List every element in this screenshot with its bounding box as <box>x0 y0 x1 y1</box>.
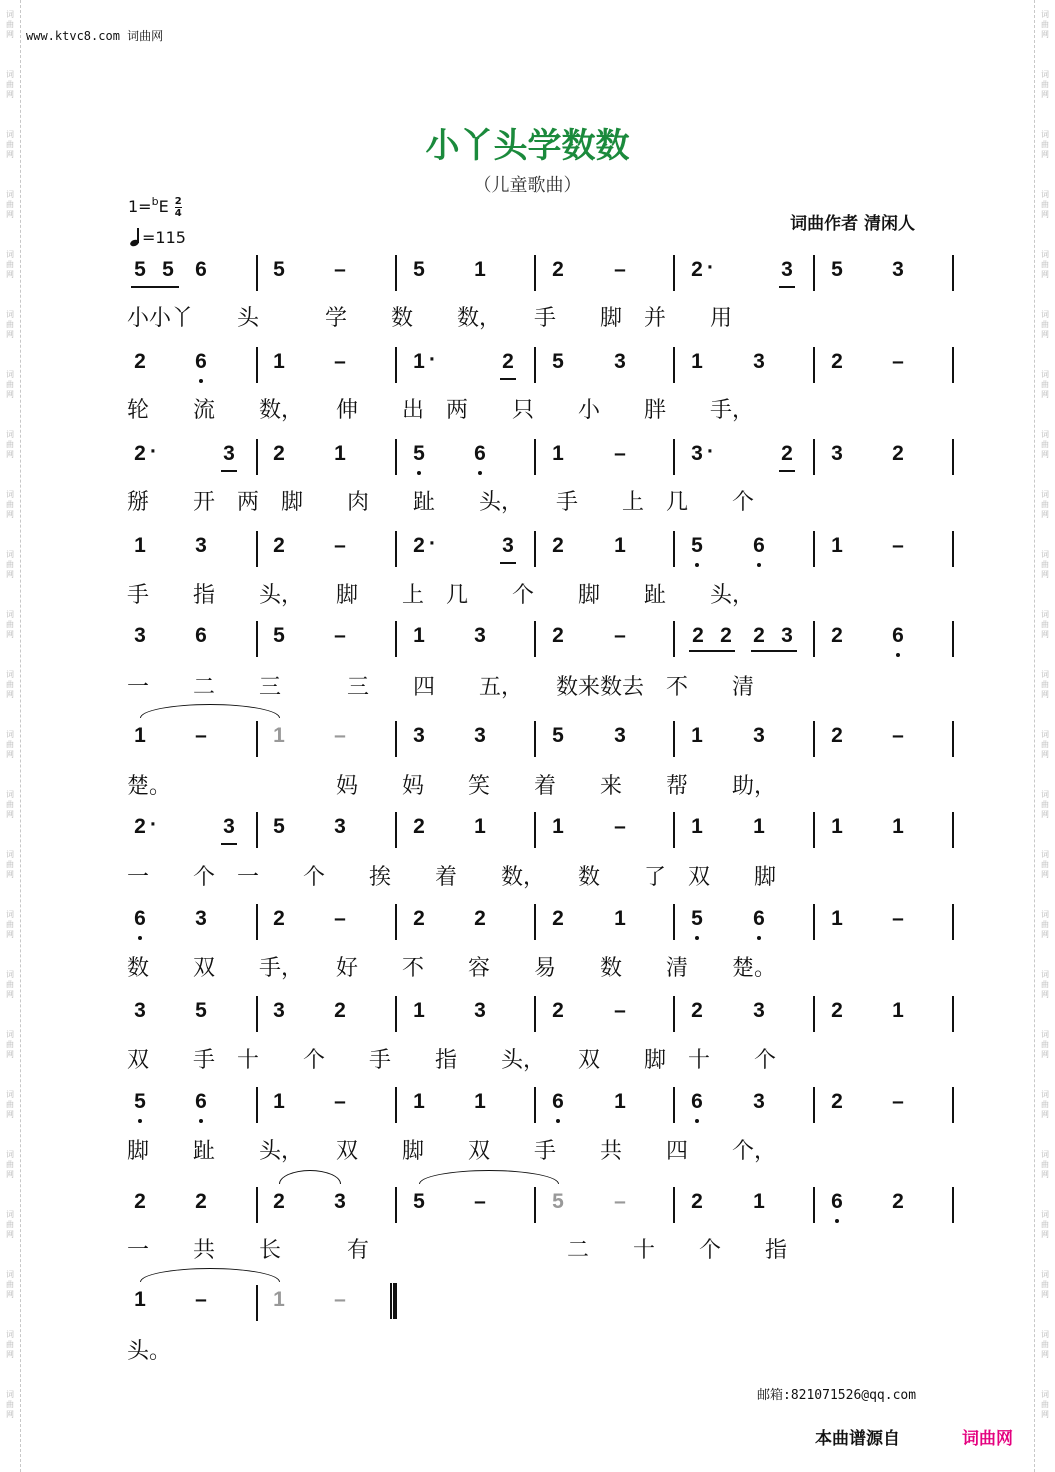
barline <box>534 812 536 848</box>
barline <box>813 996 815 1032</box>
note: 1 <box>474 815 486 838</box>
final-barline <box>390 1283 397 1319</box>
note: 2 <box>552 907 564 930</box>
note: 2 <box>831 999 843 1022</box>
note: 1 <box>273 1090 285 1113</box>
note: 1 <box>892 815 904 838</box>
barline <box>813 255 815 291</box>
beam <box>221 843 237 845</box>
tie <box>140 704 280 718</box>
barline <box>395 721 397 757</box>
note: – <box>614 258 626 281</box>
margin-watermark: 词 曲 网 <box>6 10 14 39</box>
barline <box>256 255 258 291</box>
note: 6 <box>465 442 495 466</box>
note: – <box>334 1288 346 1311</box>
barline <box>673 996 675 1032</box>
note: – <box>892 350 904 373</box>
song-title: 小丫头学数数 <box>425 126 630 166</box>
note: 5 <box>273 258 285 281</box>
margin-watermark: 词 曲 网 <box>6 670 14 699</box>
barline <box>952 621 954 657</box>
barline <box>813 1087 815 1123</box>
note: 3 <box>223 815 235 838</box>
beam <box>779 286 795 288</box>
beam <box>500 378 516 380</box>
lyric-line: 一 个 一 个 挨 着 数， 数 了 双 脚 <box>127 865 777 890</box>
note: 2 <box>892 1190 904 1213</box>
barline <box>813 531 815 567</box>
barline <box>673 531 675 567</box>
margin-watermark: 词 曲 网 <box>1041 1270 1049 1299</box>
note: 1 <box>134 1288 146 1311</box>
note: – <box>334 350 346 373</box>
barline <box>952 1187 954 1223</box>
note: 5 <box>273 624 285 647</box>
barline <box>813 1187 815 1223</box>
note: 2 <box>691 999 703 1022</box>
note: 5 <box>682 907 712 931</box>
note: 2 <box>831 624 843 647</box>
note: 6 <box>883 624 913 648</box>
note: 2 <box>831 724 843 747</box>
song-subtitle: （儿童歌曲） <box>473 175 582 196</box>
barline <box>673 721 675 757</box>
note: – <box>614 442 626 465</box>
note: 3 <box>892 258 904 281</box>
note: 1 <box>134 534 146 557</box>
note: – <box>892 724 904 747</box>
margin-watermark: 词 曲 网 <box>1041 1210 1049 1239</box>
note: 1 <box>413 999 425 1022</box>
note: 2 <box>273 907 285 930</box>
margin-watermark: 词 曲 网 <box>6 1330 14 1359</box>
note: 3 <box>223 442 235 465</box>
source-brand-link[interactable]: 词曲网 <box>962 1429 1013 1449</box>
note: 6 <box>125 907 155 931</box>
tie <box>279 1170 341 1184</box>
lyric-line: 掰 开 两 脚 肉 趾 头， 手 上 几 个 <box>127 490 755 515</box>
note: – <box>195 724 207 747</box>
barline <box>952 531 954 567</box>
margin-watermark: 词 曲 网 <box>6 1150 14 1179</box>
barline <box>534 439 536 475</box>
note: 5 <box>831 258 843 281</box>
site-header[interactable]: www.ktvc8.com 词曲网 <box>26 29 164 43</box>
lyric-line: 双 手 十 个 手 指 头， 双 脚 十 个 <box>127 1048 777 1073</box>
note: 2 · <box>125 815 155 839</box>
note: 3 <box>334 815 346 838</box>
note: 6 <box>682 1090 712 1114</box>
note: 2 <box>273 442 285 465</box>
tempo-value: =115 <box>142 228 186 247</box>
margin-watermark: 词 曲 网 <box>6 610 14 639</box>
note: 1 <box>614 534 626 557</box>
barline <box>256 531 258 567</box>
barline <box>534 996 536 1032</box>
margin-watermark: 词 曲 网 <box>1041 70 1049 99</box>
note: 3 <box>502 534 514 557</box>
margin-watermark: 词 曲 网 <box>6 1090 14 1119</box>
margin-watermark: 词 曲 网 <box>1041 850 1049 879</box>
note: – <box>892 534 904 557</box>
margin-watermark: 词 曲 网 <box>6 790 14 819</box>
note: 2 <box>781 442 793 465</box>
barline <box>673 255 675 291</box>
note: 3 <box>614 350 626 373</box>
margin-watermark: 词 曲 网 <box>6 970 14 999</box>
note: – <box>334 534 346 557</box>
margin-watermark: 词 曲 网 <box>1041 910 1049 939</box>
lyric-line: 小小丫 头 学 数 数， 手 脚 并 用 <box>127 306 733 331</box>
lyric-line: 头。 <box>127 1339 172 1364</box>
note: 2 <box>552 999 564 1022</box>
margin-watermark: 词 曲 网 <box>1041 130 1049 159</box>
tempo-marking <box>130 228 186 247</box>
note: 5 <box>682 534 712 558</box>
margin-watermark: 词 曲 网 <box>1041 250 1049 279</box>
beam <box>779 470 795 472</box>
note: 2 <box>831 350 843 373</box>
note: 2 <box>273 1190 285 1213</box>
barline <box>395 904 397 940</box>
note: 3 <box>134 624 146 647</box>
note: 1 <box>691 724 703 747</box>
note: 3 <box>474 724 486 747</box>
margin-watermark: 词 曲 网 <box>1041 490 1049 519</box>
note: 1 <box>753 1190 765 1213</box>
barline <box>395 255 397 291</box>
barline <box>395 1087 397 1123</box>
note: 1 <box>273 724 285 747</box>
barline <box>395 347 397 383</box>
barline <box>534 1087 536 1123</box>
note: 2 <box>552 624 564 647</box>
time-bottom: 4 <box>174 208 182 219</box>
barline <box>952 439 954 475</box>
time-signature <box>175 196 182 219</box>
barline <box>256 439 258 475</box>
note: 1 <box>831 815 843 838</box>
note: 2 · <box>125 442 155 466</box>
note: 5 <box>273 815 285 838</box>
note: 5 <box>552 1190 564 1213</box>
note: 2 <box>413 815 425 838</box>
note: 2 <box>691 1190 703 1213</box>
note: – <box>892 1090 904 1113</box>
note: 6 <box>822 1190 852 1214</box>
barline <box>534 621 536 657</box>
note: 3 <box>753 999 765 1022</box>
barline <box>952 255 954 291</box>
note: 2 · <box>682 258 712 282</box>
note: 1 <box>474 258 486 281</box>
margin-watermark: 词 曲 网 <box>1041 10 1049 39</box>
lyric-line: 手 指 头， 脚 上 几 个 脚 趾 头， <box>127 583 755 608</box>
beam <box>751 650 797 652</box>
margin-watermark: 词 曲 网 <box>1041 370 1049 399</box>
margin-watermark: 词 曲 网 <box>1041 790 1049 819</box>
margin-watermark: 词 曲 网 <box>6 1030 14 1059</box>
note: 3 <box>781 624 793 647</box>
note: 1 <box>892 999 904 1022</box>
barline <box>256 996 258 1032</box>
margin-watermark: 词 曲 网 <box>6 1390 14 1419</box>
barline <box>673 347 675 383</box>
note: 1 <box>831 907 843 930</box>
note: – <box>334 624 346 647</box>
margin-watermark: 词 曲 网 <box>1041 1390 1049 1419</box>
note: 6 <box>195 624 207 647</box>
note: 1 <box>831 534 843 557</box>
key-prefix: 1= <box>128 197 152 216</box>
lyric-line: 数 双 手， 好 不 容 易 数 清 楚。 <box>127 956 777 981</box>
margin-watermark: 词 曲 网 <box>6 550 14 579</box>
note: – <box>334 1090 346 1113</box>
barline <box>256 721 258 757</box>
note: 1 <box>134 724 146 747</box>
note: 1 <box>753 815 765 838</box>
note: 2 <box>831 1090 843 1113</box>
note: 1 <box>273 350 285 373</box>
note: 3 <box>195 907 207 930</box>
barline <box>256 1285 258 1321</box>
note: 2 <box>720 624 732 647</box>
lyric-line: 脚 趾 头， 双 脚 双 手 共 四 个， <box>127 1139 777 1164</box>
margin-watermark: 词 曲 网 <box>6 190 14 219</box>
barline <box>952 1087 954 1123</box>
barline <box>673 439 675 475</box>
barline <box>256 904 258 940</box>
barline <box>534 721 536 757</box>
note: 6 <box>744 907 774 931</box>
note: 3 <box>753 1090 765 1113</box>
margin-watermark: 词 曲 网 <box>6 1210 14 1239</box>
note: 3 <box>195 534 207 557</box>
note: 1 <box>552 815 564 838</box>
note: 2 <box>134 350 146 373</box>
note: – <box>614 999 626 1022</box>
note: 6 <box>195 258 207 281</box>
barline <box>256 347 258 383</box>
margin-watermark: 词 曲 网 <box>6 130 14 159</box>
note: 3 <box>474 999 486 1022</box>
barline <box>395 621 397 657</box>
barline <box>534 904 536 940</box>
barline <box>813 439 815 475</box>
note: 1 · <box>404 350 434 374</box>
note: 5 <box>413 1190 425 1213</box>
note: 1 <box>691 815 703 838</box>
note: 1 <box>273 1288 285 1311</box>
note: 3 <box>134 999 146 1022</box>
note: – <box>334 258 346 281</box>
note: – <box>614 624 626 647</box>
note: – <box>195 1288 207 1311</box>
barline <box>256 1187 258 1223</box>
note: 1 <box>691 350 703 373</box>
note: 3 <box>334 1190 346 1213</box>
note: 2 <box>552 258 564 281</box>
barline <box>395 996 397 1032</box>
margin-watermark: 词 曲 网 <box>1041 610 1049 639</box>
note: 3 <box>273 999 285 1022</box>
barline <box>952 721 954 757</box>
quarter-note-icon <box>130 228 142 246</box>
margin-watermark: 词 曲 网 <box>1041 1330 1049 1359</box>
note: 6 <box>186 350 216 374</box>
margin-watermark: 词 曲 网 <box>6 490 14 519</box>
note: 2 <box>413 907 425 930</box>
barline <box>256 812 258 848</box>
margin-watermark: 词 曲 网 <box>1041 310 1049 339</box>
margin-watermark: 词 曲 网 <box>6 310 14 339</box>
barline <box>534 1187 536 1223</box>
note: 1 <box>334 442 346 465</box>
note: 1 <box>474 1090 486 1113</box>
tie <box>140 1268 280 1282</box>
barline <box>673 621 675 657</box>
barline <box>395 812 397 848</box>
barline <box>813 621 815 657</box>
beam <box>131 286 179 288</box>
barline <box>813 904 815 940</box>
note: 3 · <box>682 442 712 466</box>
margin-watermark: 词 曲 网 <box>1041 970 1049 999</box>
margin-watermark: 词 曲 网 <box>1041 1150 1049 1179</box>
contact-email[interactable]: 邮箱:821071526@qq.com <box>757 1388 917 1403</box>
note: – <box>334 907 346 930</box>
note: 3 <box>753 350 765 373</box>
note: 1 <box>614 1090 626 1113</box>
beam <box>221 470 237 472</box>
barline <box>952 904 954 940</box>
note: 1 <box>413 1090 425 1113</box>
lyric-line: 楚。 妈 妈 笑 着 来 帮 助， <box>127 774 777 799</box>
note: 5 <box>162 258 174 281</box>
note: 3 <box>614 724 626 747</box>
barline <box>395 1187 397 1223</box>
margin-watermark: 词 曲 网 <box>1041 730 1049 759</box>
note: – <box>892 907 904 930</box>
note: 6 <box>186 1090 216 1114</box>
margin-watermark: 词 曲 网 <box>6 1270 14 1299</box>
time-top: 2 <box>174 196 182 207</box>
margin-watermark: 词 曲 网 <box>1041 1030 1049 1059</box>
note: 6 <box>744 534 774 558</box>
barline <box>813 347 815 383</box>
note: 5 <box>134 258 146 281</box>
note: 1 <box>614 907 626 930</box>
barline <box>673 904 675 940</box>
note: – <box>474 1190 486 1213</box>
barline <box>952 996 954 1032</box>
margin-watermark: 词 曲 网 <box>1041 190 1049 219</box>
barline <box>673 812 675 848</box>
note: 5 <box>404 442 434 466</box>
margin-watermark: 词 曲 网 <box>6 730 14 759</box>
note: 2 <box>552 534 564 557</box>
barline <box>673 1187 675 1223</box>
barline <box>813 812 815 848</box>
margin-watermark: 词 曲 网 <box>1041 670 1049 699</box>
note: 5 <box>552 724 564 747</box>
beam <box>689 650 735 652</box>
barline <box>952 812 954 848</box>
note: 5 <box>413 258 425 281</box>
margin-watermark: 词 曲 网 <box>6 430 14 459</box>
barline <box>256 1087 258 1123</box>
source-label: 本曲谱源自 <box>815 1429 900 1449</box>
note: 1 <box>413 624 425 647</box>
note: – <box>334 724 346 747</box>
lyric-line: 一 共 长 有 二 十 个 指 <box>127 1238 788 1263</box>
margin-watermark: 词 曲 网 <box>6 250 14 279</box>
note: – <box>614 1190 626 1213</box>
key-note: E <box>158 197 169 216</box>
note: 1 <box>552 442 564 465</box>
beam <box>500 562 516 564</box>
note: 2 <box>753 624 765 647</box>
margin-watermark: 词 曲 网 <box>6 370 14 399</box>
margin-watermark: 词 曲 网 <box>1041 550 1049 579</box>
note: 3 <box>781 258 793 281</box>
note: 3 <box>474 624 486 647</box>
note: 2 <box>195 1190 207 1213</box>
note: 2 <box>134 1190 146 1213</box>
note: 6 <box>543 1090 573 1114</box>
note: 2 · <box>404 534 434 558</box>
key-signature <box>128 196 182 222</box>
note: 2 <box>474 907 486 930</box>
barline <box>952 347 954 383</box>
margin-watermark: 词 曲 网 <box>1041 430 1049 459</box>
note: – <box>614 815 626 838</box>
note: 2 <box>273 534 285 557</box>
margin-watermark: 词 曲 网 <box>1041 1090 1049 1119</box>
tie <box>419 1170 559 1184</box>
lyric-line: 轮 流 数， 伸 出 两 只 小 胖 手， <box>127 398 755 423</box>
lyric-line: 一 二 三 三 四 五， 数来数去 不 清 <box>127 675 755 700</box>
barline <box>534 531 536 567</box>
barline <box>673 1087 675 1123</box>
barline <box>395 439 397 475</box>
note: 2 <box>334 999 346 1022</box>
note: 2 <box>892 442 904 465</box>
key-flat: b <box>151 195 159 208</box>
barline <box>534 347 536 383</box>
note: 3 <box>753 724 765 747</box>
margin-watermark: 词 曲 网 <box>6 910 14 939</box>
note: 5 <box>195 999 207 1022</box>
barline <box>395 531 397 567</box>
note: 5 <box>552 350 564 373</box>
barline <box>813 721 815 757</box>
margin-watermark: 词 曲 网 <box>6 70 14 99</box>
note: 5 <box>125 1090 155 1114</box>
barline <box>534 255 536 291</box>
margin-watermark: 词 曲 网 <box>6 850 14 879</box>
note: 3 <box>413 724 425 747</box>
note: 2 <box>502 350 514 373</box>
barline <box>256 621 258 657</box>
note: 2 <box>692 624 704 647</box>
note: 3 <box>831 442 843 465</box>
author-credit: 词曲作者 清闲人 <box>790 214 915 234</box>
